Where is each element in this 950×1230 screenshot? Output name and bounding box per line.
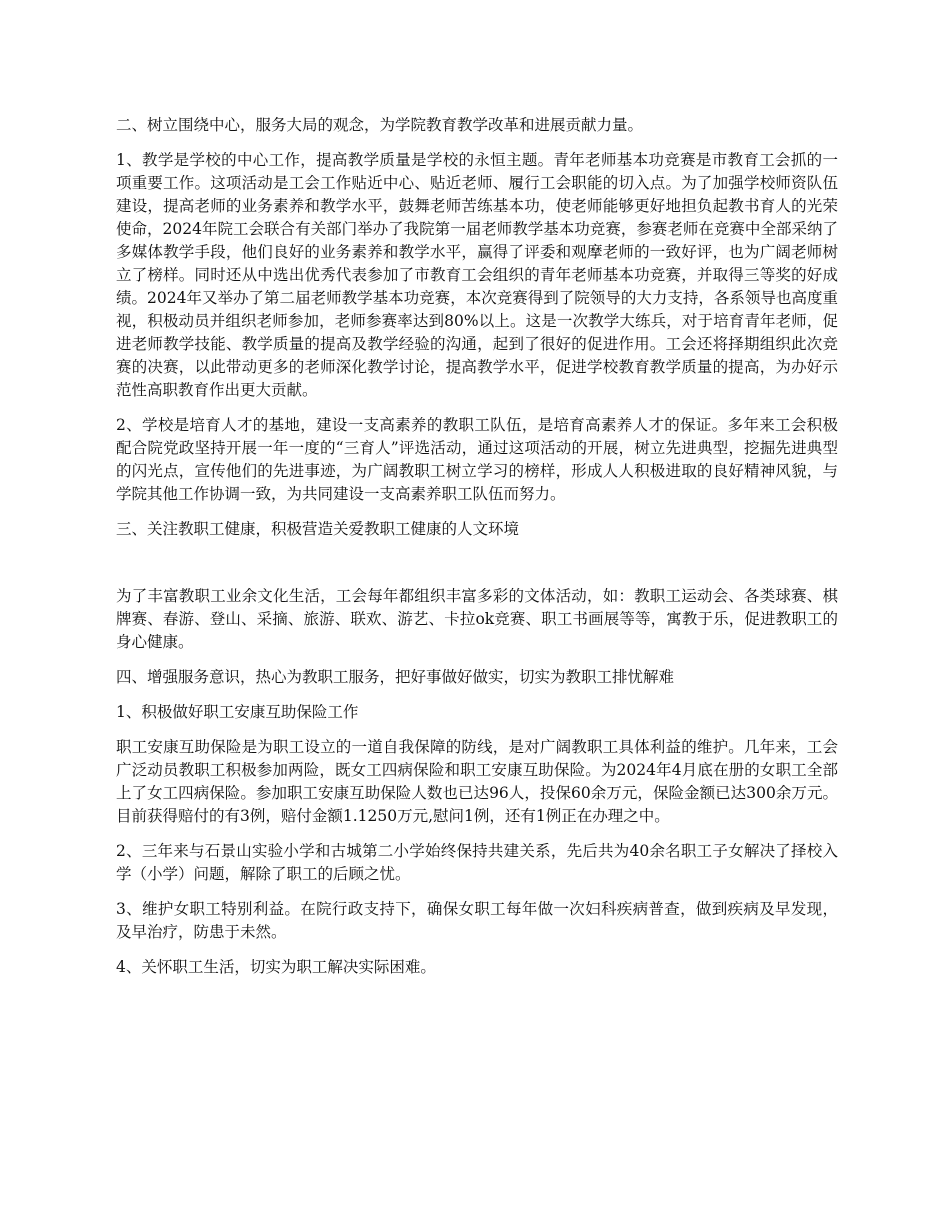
paragraph-cultural-activities: 为了丰富教职工业余文化生活，工会每年都组织丰富多彩的文体活动，如：教职工运动会、各类球赛、棋牌赛、春游、登山、采摘、旅游、联欢、游艺、卡拉ok竞赛、职工书画展等等，寓教于乐，促进教职工的身心健康。 (116, 587, 838, 651)
paragraph-teaching-competition: 1、教学是学校的中心工作，提高教学质量是学校的永恒主题。青年老师基本功竞赛是市教育工会抓的一项重要工作。这项活动是工会工作贴近中心、贴近老师、履行工会职能的切入点。为了加强学校师资队伍建设，提高老师的业务素养和教学水平，鼓舞老师苦练基本功，使老师能够更好地担负起教书育人的光荣使命，2024年院工会联合有关部门举办了我院第一届老师教学基本功竞赛，参赛老师在竞赛中全部采纳了多媒体教学手段，他们良好的业务素养和教学水平，赢得了评委和观摩老师的一致好评，也为广阔老师树立了榜样。同时还从中选出优秀代表参加了市教育工会组织的青年老师基本功竞赛，并取得三等奖的好成绩。2024年又举办了第二届老师教学基本功竞赛，本次竞赛得到了院领导的大力支持，各系领导也高度重视，积极动员并组织老师参加，老师参赛率达到80%以上。这是一次教学大练兵，对于培育青年老师，促进老师教学技能、教学质量的提高及教学经验的沟通，起到了很好的促进作用。工会还将择期组织此次竞赛的决赛，以此带动更多的老师深化教学讨论，提高教学水平，促进学校教育教学质量的提高，为办好示范性高职教育作出更大贡献。 (116, 151, 838, 399)
paragraph-staff-care: 4、关怀职工生活，切实为职工解决实际困难。 (116, 958, 436, 976)
heading-section-two: 二、树立围绕中心，服务大局的观念，为学院教育教学改革和进展贡献力量。 (116, 116, 644, 134)
heading-section-four: 四、增强服务意识，热心为教职工服务，把好事做好做实，切实为教职工排忧解难 (116, 668, 675, 686)
subheading-insurance: 1、积极做好职工安康互助保险工作 (116, 703, 359, 721)
paragraph-staff-team: 2、学校是培育人才的基地，建设一支高素养的教职工队伍，是培育高素养人才的保证。多年来工会积极配合院党政坚持开展一年一度的“三育人”评选活动，通过这项活动的开展，树立先进典型，挖掘先进典型的闪光点，宣传他们的先进事迹，为广阔教职工树立学习的榜样，形成人人积极进取的良好精神风貌，与学院其他工作协调一致，为共同建设一支高素养职工队伍而努力。 (116, 416, 838, 503)
heading-section-three: 三、关注教职工健康，积极营造关爱教职工健康的人文环境 (116, 520, 520, 538)
paragraph-school-partnership: 2、三年来与石景山实验小学和古城第二小学始终保持共建关系，先后共为40余名职工子女解决了择校入学（小学）问题，解除了职工的后顾之忧。 (116, 842, 838, 883)
paragraph-insurance: 职工安康互助保险是为职工设立的一道自我保障的防线，是对广阔教职工具体利益的维护。几年来，工会广泛动员教职工积极参加两险，既女工四病保险和职工安康互助保险。为2024年4月底在册的女职工全部上了女工四病保险。参加职工安康互助保险人数也已达96人，投保60余万元，保险金额已达300余万元。目前获得赔付的有3例，赔付金额1.1250万元,慰问1例，还有1例正在办理之中。 (116, 738, 838, 825)
document-body (116, 114, 838, 991)
paragraph-female-staff: 3、维护女职工特别利益。在院行政支持下，确保女职工每年做一次妇科疾病普查，做到疾病及早发现，及早治疗，防患于未然。 (116, 900, 838, 941)
